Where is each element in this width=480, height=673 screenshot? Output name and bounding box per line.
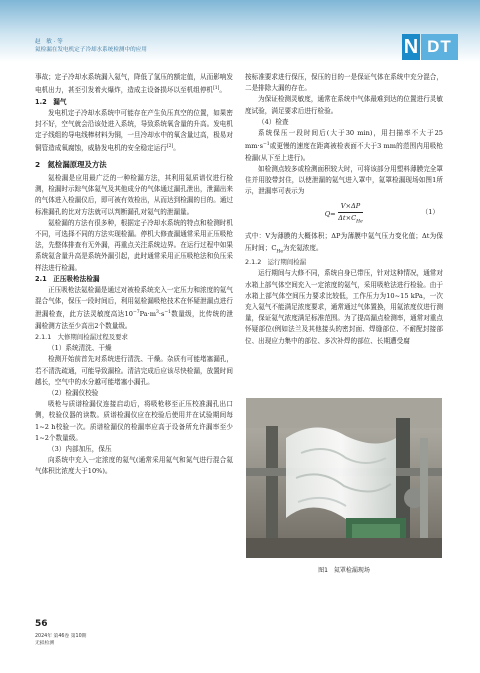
paragraph: 系统保压一段时间后(大于30 min)，用扫描率不大于25 $mm\cdot s^{-1}$或更慢的速度在距离被检表面不大于3 mm的范围内用吸枪检漏(从下至上进行)。 <box>245 129 443 162</box>
header-running-title: 氦检漏在发电机定子冷却水系统检测中的应用 <box>35 47 147 53</box>
paragraph: 吸枪与质谱检漏仪连接启动后，将吸枪移至正压校准漏孔出口侧，校验仪器的读数。质谱检漏仪应在校验后使用并在试验期间每1~2 h校验一次。质谱检漏仪的检漏率应高于设备所允许漏率至少1~2个数量级。 <box>35 400 233 442</box>
paragraph: 按标准要求进行保压，保压的目的一是保证气体在系统中充分混合，二是排除大漏的存在。 <box>245 73 443 93</box>
equation-number: （1） <box>421 208 439 217</box>
list-item: （1）系统清洗、干燥 <box>48 344 112 353</box>
figure-photo <box>246 398 442 558</box>
header-authors: 赵 敏 · 等 <box>35 39 63 45</box>
paragraph: 氦检漏的方法有很多种，根据定子冷却水系统的特点和检测时机不同，可选择不同的方法实现检漏。停机大修查漏通常采用正压吸枪法，先整体排查有无外漏，再重点关注系统边界。在运行过程中如果系统氦含量升高是系统外漏引起，此时通常采用正压吸枪法和负压采样法进行检漏。 <box>35 218 233 272</box>
paragraph: 式中：V为薄膜的大概体积；ΔP为薄膜中氦气压力变化值；Δt为保压时间；$C_{He}$为充氦浓度。 <box>245 232 443 254</box>
paragraph: 发电机定子冷却水系统中可能存在产生负压真空的位置，如果密封不好，空气就会沿该处进入系统，导致系统氧含量的升高。发电机定子线组的导电线棒材料为铜，一旦冷却水中的氧含量过高，极易对铜管造成氧腐蚀，威胁发电机的安全稳定运行[2]。 <box>35 108 233 153</box>
section-heading: 1.2 漏气 <box>35 97 67 106</box>
logo-dt: DT <box>421 34 458 60</box>
right-column <box>245 72 443 347</box>
list-item: （4）检查 <box>258 117 289 126</box>
helium-hood-site-photo <box>246 398 442 558</box>
journal-name: 无损检测 <box>35 641 55 646</box>
subsection-heading: 2.1.1 大修期间检漏过程及要求 <box>35 333 128 342</box>
logo-n: N <box>403 36 419 58</box>
paragraph: 为保证检测灵敏度，通常在系统中气体最难到达的位置进行灵敏度试验，满足要求后进行检验。 <box>245 95 443 115</box>
subsection-heading: 2.1.2 运行期间检漏 <box>245 258 306 267</box>
journal-logo <box>402 34 458 60</box>
paragraph: 如检测点较多或检测面积较大时，可将该部分用塑料薄膜完全罩住并用胶带封住，以使泄漏的氦气进入罩中，氦罩检漏现场如图1所示，泄漏率可表示为 <box>245 164 443 196</box>
paragraph: 事故；定子冷却水系统漏入氦气，降低了氢压的额定值，从而影响发电机出力，甚至引发着火爆炸，造成主设备损坏以至机组停机[1]。 <box>35 73 233 95</box>
equation-fraction <box>338 201 364 228</box>
paragraph: 运行期间与大修不同，系统自身已带压，针对这种情况，通常对水箱上部气体空间充入一定浓度的氦气，采用吸枪法进行检验。由于水箱上部气体空间压力要求比较低，工作压力为10~15 kPa，一次充入氦气不能满足浓度要求，通常通过气体置换，用氦浓度仪进行测量，保证氦气浓度满足标准范围。为了提高漏点检测率，通常对重点怀疑部位(例如法兰及其他接头的密封面、焊缝部位、不耐配封接部位、出现应力集中的部位、多次补焊的部位、长期遭受腐 <box>245 269 443 345</box>
equation <box>245 199 443 229</box>
section-heading: 2.1 正压吸枪法检漏 <box>35 274 100 283</box>
issue-line: 2024年 第46卷 第10期 <box>35 634 87 639</box>
equation-denominator: $\Delta t\times C_{He}$ <box>338 214 363 225</box>
list-item: （2）检漏仪校验 <box>48 389 99 398</box>
paragraph: 氦检漏是应用最广泛的一种检漏方法，其利用氦质谱仪进行检测，检漏时示踪气体氦气及其他成分的气体通过漏孔泄出，泄漏出来的气体进入检漏仪后，即可被有效检出，从而达到检漏的目的。通过标准漏孔的比对方法就可以判断漏孔对氦气的泄漏量。 <box>35 174 233 216</box>
left-column <box>35 72 233 478</box>
equation-numerator: V×ΔP <box>338 201 364 213</box>
list-item: （3）内部加压，保压 <box>48 445 112 454</box>
paragraph: 检测开始前首先对系统进行清洗、干燥。杂质有可能堵塞漏孔，若不清洗疏通，可能导致漏检。清洁完成后应该尽快检漏，放置时间越长，空气中的水分越可能堵塞小漏孔。 <box>35 355 233 386</box>
paragraph: 向系统中充入一定浓度的氦气(通常采用氦气和氮气进行混合氦气体积比浓度大于10%)。 <box>35 456 233 476</box>
figure-caption: 图1 氦罩检漏现场 <box>318 567 370 574</box>
paragraph: 正压吸枪法氦检漏是通过对被检系统充入一定压力和浓度的氦气混合气体，保压一段时间后，利用氦检漏吸枪技术在怀疑泄漏点进行泄漏检查，此方法灵敏度高达$10^{-7}Pa\cdot m^3\cdot s^{-1}$数量级，比传统的泄漏检测方法至少高出2个数量级。 <box>35 286 234 330</box>
running-header <box>35 38 147 54</box>
section-heading: 2 氦检漏原理及方法 <box>35 159 107 169</box>
journal-footer <box>35 633 86 647</box>
page-number: 56 <box>35 619 48 629</box>
equation-lhs: Q= <box>324 209 336 218</box>
